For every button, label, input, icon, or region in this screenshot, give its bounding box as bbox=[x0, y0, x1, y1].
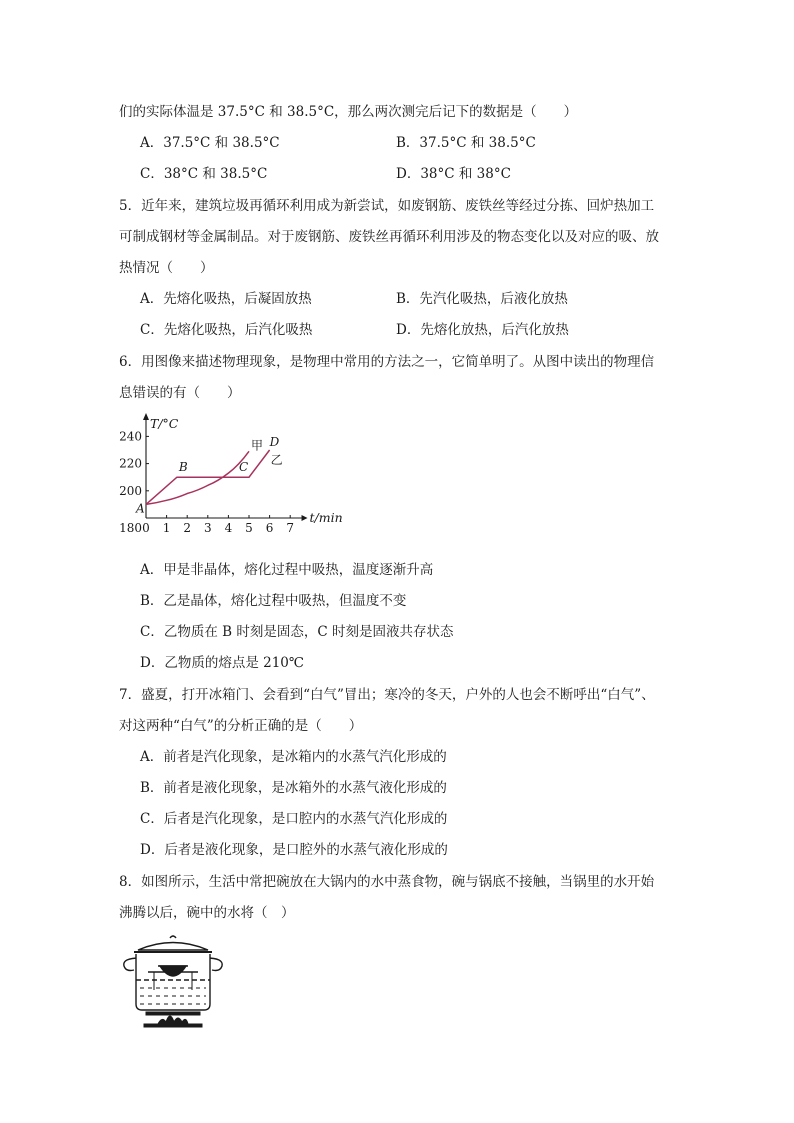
x-tick-label: 5 bbox=[245, 521, 253, 535]
x-tick-label: 0 bbox=[142, 521, 150, 535]
y-axis-label: T/°C bbox=[150, 416, 179, 431]
q7-option-d: D．后者是液化现象，是口腔外的水蒸气液化形成的 bbox=[140, 842, 448, 858]
y-axis-arrow bbox=[143, 413, 149, 420]
point-label-c: C bbox=[239, 460, 249, 475]
q6-stem-line-2: 息错误的有（ ） bbox=[119, 385, 241, 401]
x-tick-label: 6 bbox=[265, 521, 274, 535]
x-tick-label: 4 bbox=[224, 521, 233, 535]
x-tick-label: 3 bbox=[203, 521, 212, 535]
q7-option-b: B．前者是液化现象，是冰箱外的水蒸气液化形成的 bbox=[140, 780, 447, 796]
point-label-a: A bbox=[136, 501, 145, 516]
temperature-time-chart bbox=[110, 410, 343, 550]
q6-option-d: D．乙物质的熔点是 210℃ bbox=[140, 655, 304, 671]
q6-option-c: C．乙物质在 B 时刻是固态，C 时刻是固液共存状态 bbox=[140, 624, 454, 640]
q5-option-d: D．先熔化放热，后汽化放热 bbox=[396, 322, 569, 338]
x-axis-label: t/min bbox=[309, 510, 343, 525]
x-tick-label: 1 bbox=[162, 521, 171, 535]
x-axis-arrow bbox=[302, 515, 308, 521]
q8-stem-line-2: 沸腾以后，碗中的水将（ ） bbox=[119, 905, 295, 921]
series-name-label: 甲 bbox=[251, 438, 264, 453]
q7-stem-line-2: 对这两种“白气”的分析正确的是（ ） bbox=[119, 718, 363, 734]
y-tick-label: 220 bbox=[119, 456, 142, 471]
q4-option-a: A．37.5°C 和 38.5°C bbox=[140, 135, 280, 151]
q5-stem-line-1: 5．近年来，建筑垃圾再循环利用成为新尝试，如废钢筋、废铁丝等经过分拣、回炉热加工 bbox=[119, 198, 655, 214]
steaming-pot-illustration bbox=[118, 930, 228, 1030]
series-line-yi bbox=[146, 450, 270, 504]
q7-option-a: A．前者是汽化现象，是冰箱内的水蒸气汽化形成的 bbox=[140, 749, 447, 765]
q4-option-d: D．38°C 和 38°C bbox=[396, 166, 511, 182]
q4-stem-tail: 们的实际体温是 37.5°C 和 38.5°C，那么两次测完后记下的数据是（ ） bbox=[119, 104, 578, 120]
y-tick-label: 200 bbox=[119, 483, 142, 498]
series-name-label: 乙 bbox=[270, 453, 283, 467]
point-label-b: B bbox=[178, 460, 188, 475]
q6-stem-line-1: 6．用图像来描述物理现象，是物理中常用的方法之一，它简单明了。从图中读出的物理信 bbox=[119, 354, 655, 370]
q5-option-b: B．先汽化吸热，后液化放热 bbox=[396, 291, 568, 307]
q7-option-c: C．后者是汽化现象，是口腔内的水蒸气汽化形成的 bbox=[140, 811, 448, 827]
q4-option-c: C．38°C 和 38.5°C bbox=[140, 166, 268, 182]
q5-option-c: C．先熔化吸热，后汽化吸热 bbox=[140, 322, 313, 338]
q5-option-a: A．先熔化吸热，后凝固放热 bbox=[140, 291, 312, 307]
y-tick-label: 180 bbox=[119, 521, 142, 535]
x-tick-label: 2 bbox=[183, 521, 192, 535]
q7-stem-line-1: 7．盛夏，打开冰箱门、会看到“白气”冒出；寒冷的冬天，户外的人也会不断呼出“白气”、 bbox=[119, 687, 655, 703]
q6-option-a: A．甲是非晶体，熔化过程中吸热，温度逐渐升高 bbox=[140, 562, 434, 578]
q4-option-b: B．37.5°C 和 38.5°C bbox=[396, 135, 536, 151]
q5-stem-line-3: 热情况（ ） bbox=[119, 260, 214, 276]
q8-stem-line-1: 8．如图所示，生活中常把碗放在大锅内的水中蒸食物，碗与锅底不接触，当锅里的水开始 bbox=[119, 874, 655, 890]
q6-option-b: B．乙是晶体，熔化过程中吸热，但温度不变 bbox=[140, 593, 407, 609]
point-label-d: D bbox=[269, 435, 280, 449]
q5-stem-line-2: 可制成钢材等金属制品。对于废钢筋、废铁丝再循环利用涉及的物态变化以及对应的吸、放 bbox=[119, 229, 659, 245]
y-tick-label: 240 bbox=[119, 429, 142, 444]
x-tick-label: 7 bbox=[286, 521, 295, 535]
